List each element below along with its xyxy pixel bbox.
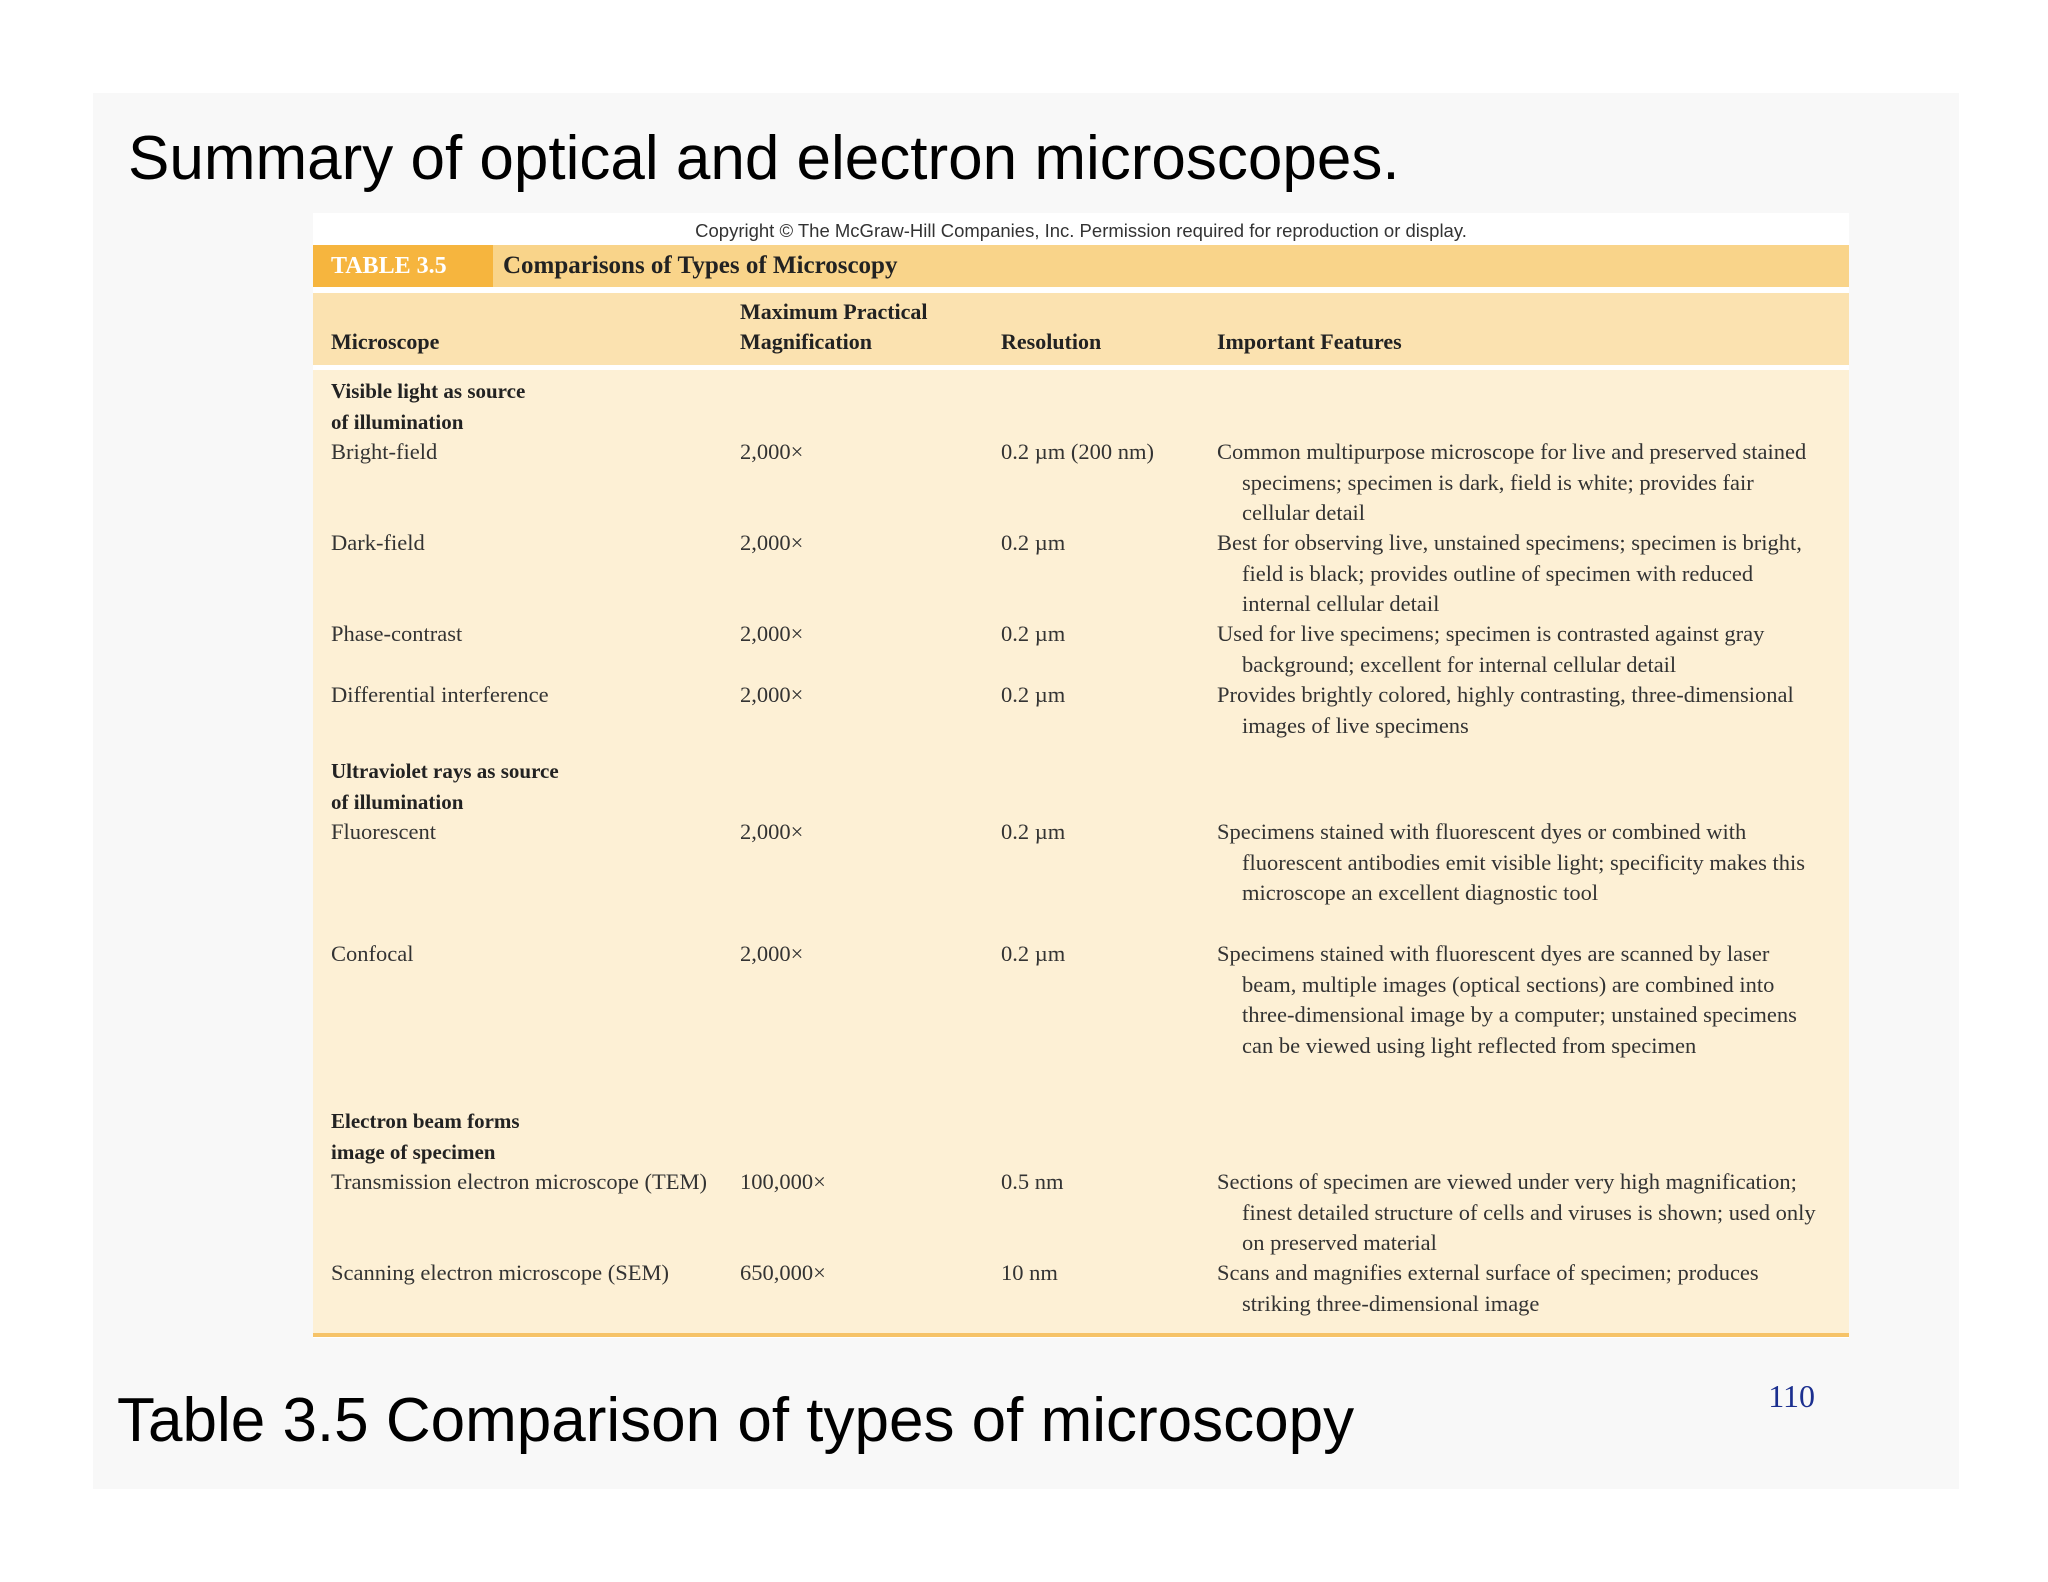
cell-resolution: 0.2 µm	[1001, 621, 1066, 646]
group-heading	[331, 376, 691, 437]
cell-resolution: 0.2 µm	[1001, 682, 1066, 707]
cell-magnification: 2,000×	[740, 682, 804, 707]
group-heading-line1: Visible light as source	[331, 379, 526, 403]
group-heading-line2: of illumination	[331, 409, 464, 434]
cell-microscope: Fluorescent	[331, 819, 436, 844]
cell-features: Specimens stained with fluorescent dyes or combined with fluorescent antibodies emit visible light; specificity makes this microscope an excellent diagnostic tool	[1217, 819, 1806, 905]
cell-microscope: Bright-field	[331, 439, 438, 464]
table-label: TABLE 3.5	[313, 245, 493, 287]
cell-features: Common multipurpose microscope for live and preserved stained specimens; specimen is dark, field is white; provides fair cellular detail	[1217, 439, 1807, 525]
column-header-magnification	[740, 297, 928, 357]
cell-features: Specimens stained with fluorescent dyes are scanned by laser beam, multiple images (optical sections) are combined into three-dimensional image by a computer; unstained specimens can be viewed using light reflected from specimen	[1217, 941, 1797, 1058]
column-header-magnification-line1: Maximum Practical	[740, 299, 928, 324]
cell-features: Provides brightly colored, highly contrasting, three-dimensional images of live specimens	[1217, 682, 1794, 738]
table-header	[313, 293, 1849, 365]
cell-features: Sections of specimen are viewed under very high magnification; finest detailed structure of cells and viruses is shown; used only on preserved material	[1217, 1169, 1816, 1255]
cell-magnification: 2,000×	[740, 621, 804, 646]
cell-resolution: 0.2 µm	[1001, 530, 1066, 555]
cell-resolution: 0.2 µm (200 nm)	[1001, 439, 1154, 464]
cell-microscope: Phase-contrast	[331, 621, 463, 646]
table-body	[313, 370, 1849, 1337]
cell-magnification: 2,000×	[740, 439, 804, 464]
table-figure	[313, 213, 1849, 1338]
column-header-microscope: Microscope	[331, 329, 440, 354]
cell-resolution: 0.5 nm	[1001, 1169, 1064, 1194]
cell-features: Best for observing live, unstained specimens; specimen is bright, field is black; provides outline of specimen with reduced internal cellular detail	[1217, 530, 1802, 616]
cell-microscope: Scanning electron microscope (SEM)	[331, 1260, 670, 1285]
page-number: 110	[1768, 1378, 1815, 1414]
column-header-resolution: Resolution	[1001, 329, 1102, 354]
cell-magnification: 100,000×	[740, 1169, 826, 1194]
cell-microscope: Transmission electron microscope (TEM)	[331, 1169, 707, 1194]
column-header-magnification-line2: Magnification	[740, 329, 872, 354]
slide-caption: Table 3.5 Comparison of types of microscopy	[117, 1386, 1355, 1455]
group-heading-line1: Electron beam forms	[331, 1109, 520, 1133]
cell-microscope: Confocal	[331, 941, 414, 966]
cell-magnification: 650,000×	[740, 1260, 826, 1285]
cell-resolution: 0.2 µm	[1001, 819, 1066, 844]
table-title: Comparisons of Types of Microscopy	[503, 252, 898, 279]
cell-magnification: 2,000×	[740, 819, 804, 844]
table-title-bar	[313, 245, 1849, 287]
group-heading	[331, 756, 691, 817]
cell-resolution: 10 nm	[1001, 1260, 1058, 1285]
copyright-notice: Copyright © The McGraw-Hill Companies, Inc. Permission required for reproduction or display.	[695, 220, 1467, 241]
cell-features: Used for live specimens; specimen is contrasted against gray background; excellent for internal cellular detail	[1217, 621, 1765, 677]
slide-title: Summary of optical and electron microscopes.	[128, 124, 1400, 193]
column-header-features: Important Features	[1217, 329, 1402, 354]
cell-magnification: 2,000×	[740, 530, 804, 555]
slide	[93, 93, 1959, 1489]
group-heading	[331, 1106, 691, 1167]
cell-features: Scans and magnifies external surface of specimen; produces striking three-dimensional image	[1217, 1260, 1759, 1316]
group-heading-line2: image of specimen	[331, 1139, 496, 1164]
cell-magnification: 2,000×	[740, 941, 804, 966]
cell-microscope: Dark-field	[331, 530, 425, 555]
group-heading-line2: of illumination	[331, 789, 464, 814]
group-heading-line1: Ultraviolet rays as source	[331, 759, 559, 783]
cell-microscope: Differential interference	[331, 682, 549, 707]
cell-resolution: 0.2 µm	[1001, 941, 1066, 966]
